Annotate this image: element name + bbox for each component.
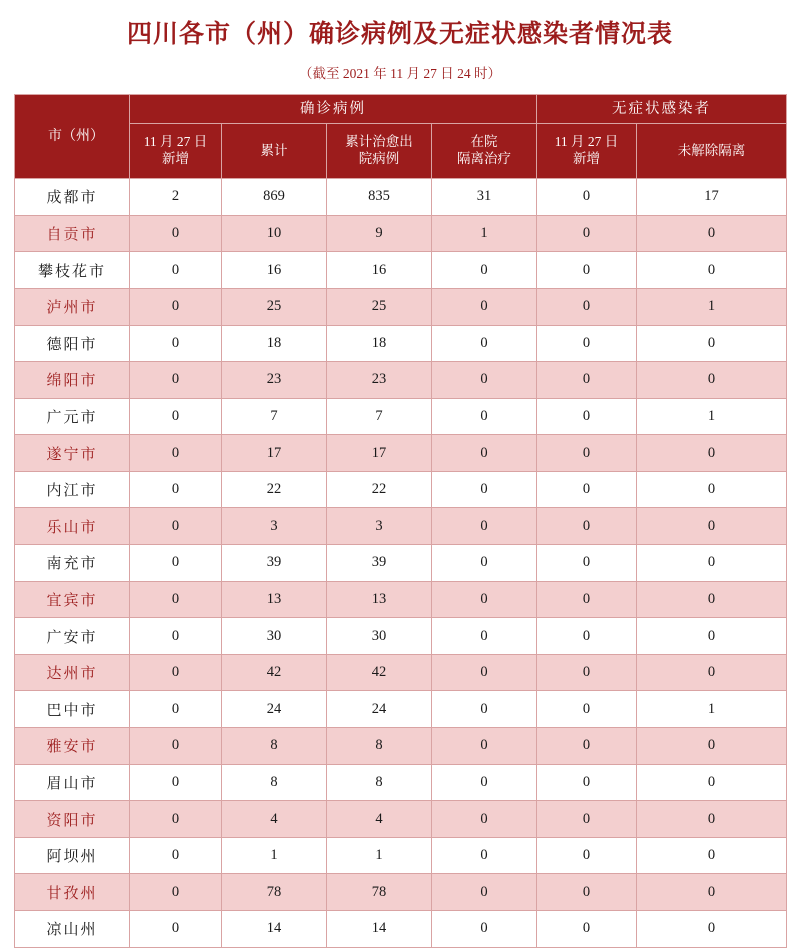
cell-confirmed-inhospital: 0 [432,618,537,655]
cell-confirmed-inhospital: 0 [432,435,537,472]
table-row [15,398,787,435]
subheader-confirmed-cured-line1: 累计治愈出 [345,134,413,150]
table-row [15,435,787,472]
cell-confirmed-new: 0 [130,837,222,874]
cell-confirmed-cured: 835 [327,179,432,216]
cell-asymptomatic-new: 0 [537,837,637,874]
table-row [15,179,787,216]
subheader-confirmed-cured [327,124,432,179]
table-row [15,545,787,582]
cell-confirmed-new: 0 [130,801,222,838]
subheader-confirmed-total [222,124,327,179]
cell-confirmed-new: 0 [130,508,222,545]
cell-confirmed-cured: 18 [327,325,432,362]
table-row [15,215,787,252]
cell-confirmed-inhospital: 0 [432,874,537,911]
subheader-confirmed-inhospital-line1: 在院 [470,134,498,150]
table-body [15,179,787,947]
cell-confirmed-total: 17 [222,435,327,472]
cell-confirmed-inhospital: 0 [432,362,537,399]
cell-confirmed-total: 8 [222,728,327,765]
cell-city: 遂宁市 [15,435,130,472]
cell-confirmed-inhospital: 31 [432,179,537,216]
cell-confirmed-inhospital: 0 [432,508,537,545]
table-row [15,728,787,765]
cell-confirmed-inhospital: 0 [432,654,537,691]
cell-confirmed-cured: 14 [327,911,432,948]
cell-confirmed-cured: 78 [327,874,432,911]
cell-confirmed-inhospital: 0 [432,398,537,435]
cell-confirmed-cured: 8 [327,764,432,801]
cell-city: 成都市 [15,179,130,216]
cell-confirmed-total: 23 [222,362,327,399]
cell-confirmed-total: 22 [222,471,327,508]
table-row [15,837,787,874]
cell-confirmed-inhospital: 0 [432,288,537,325]
table-header-group-row [15,95,787,124]
cell-confirmed-total: 13 [222,581,327,618]
cell-confirmed-total: 30 [222,618,327,655]
cell-confirmed-inhospital: 0 [432,837,537,874]
cell-asymptomatic-new: 0 [537,545,637,582]
table-row [15,764,787,801]
table-row [15,654,787,691]
subheader-asymptomatic-new [537,124,637,179]
cell-city: 德阳市 [15,325,130,362]
table-row [15,581,787,618]
table-corner-header: 市（州） [15,95,130,179]
page-title: 四川各市（州）确诊病例及无症状感染者情况表 [126,21,673,48]
cell-confirmed-inhospital: 0 [432,471,537,508]
table-row [15,288,787,325]
cell-confirmed-inhospital: 0 [432,691,537,728]
cell-confirmed-total: 78 [222,874,327,911]
cell-asymptomatic-isolated: 0 [637,618,787,655]
cell-confirmed-cured: 22 [327,471,432,508]
cell-asymptomatic-new: 0 [537,288,637,325]
cell-confirmed-total: 1 [222,837,327,874]
cell-confirmed-new: 0 [130,764,222,801]
subheader-confirmed-new-line2: 新增 [162,151,189,167]
cell-confirmed-total: 14 [222,911,327,948]
cell-confirmed-total: 7 [222,398,327,435]
table-row [15,325,787,362]
group-header-confirmed: 确诊病例 [130,95,537,124]
cell-asymptomatic-isolated: 0 [637,362,787,399]
table-row [15,691,787,728]
cell-city: 凉山州 [15,911,130,948]
cell-confirmed-new: 0 [130,545,222,582]
cell-confirmed-cured: 7 [327,398,432,435]
cell-confirmed-inhospital: 0 [432,764,537,801]
cell-city: 宜宾市 [15,581,130,618]
group-header-asymptomatic: 无症状感染者 [537,95,787,124]
cell-asymptomatic-isolated: 1 [637,691,787,728]
table-row [15,471,787,508]
table-row [15,801,787,838]
cell-confirmed-total: 4 [222,801,327,838]
cell-city: 眉山市 [15,764,130,801]
cell-asymptomatic-isolated: 1 [637,288,787,325]
subheader-confirmed-cured-line2: 院病例 [358,151,400,167]
cell-confirmed-inhospital: 0 [432,581,537,618]
cell-asymptomatic-new: 0 [537,471,637,508]
cell-asymptomatic-isolated: 0 [637,654,787,691]
subheader-asymptomatic-isolated [637,124,787,179]
cell-confirmed-cured: 3 [327,508,432,545]
cell-confirmed-cured: 39 [327,545,432,582]
cell-confirmed-total: 10 [222,215,327,252]
cell-confirmed-total: 8 [222,764,327,801]
cell-confirmed-new: 0 [130,252,222,289]
cell-confirmed-cured: 13 [327,581,432,618]
table-row [15,618,787,655]
subheader-confirmed-new [130,124,222,179]
cell-asymptomatic-new: 0 [537,911,637,948]
cases-table [14,94,787,948]
cell-asymptomatic-new: 0 [537,252,637,289]
cell-asymptomatic-new: 0 [537,801,637,838]
subheader-asymptomatic-new-line2: 新增 [573,151,600,167]
cell-asymptomatic-isolated: 0 [637,471,787,508]
cell-confirmed-new: 0 [130,911,222,948]
cell-confirmed-total: 18 [222,325,327,362]
cell-city: 广元市 [15,398,130,435]
cell-confirmed-cured: 1 [327,837,432,874]
cell-asymptomatic-new: 0 [537,691,637,728]
cell-confirmed-new: 0 [130,215,222,252]
table-row [15,911,787,948]
cell-city: 达州市 [15,654,130,691]
cell-confirmed-total: 16 [222,252,327,289]
cell-asymptomatic-isolated: 0 [637,435,787,472]
subheader-confirmed-new-line1: 11 月 27 日 [143,134,208,150]
cell-confirmed-inhospital: 0 [432,911,537,948]
cell-confirmed-new: 0 [130,874,222,911]
cell-asymptomatic-isolated: 0 [637,911,787,948]
subheader-confirmed-inhospital [432,124,537,179]
document-page [0,14,800,948]
cell-confirmed-cured: 25 [327,288,432,325]
cell-asymptomatic-isolated: 0 [637,581,787,618]
cell-confirmed-new: 0 [130,325,222,362]
cell-confirmed-cured: 4 [327,801,432,838]
cell-confirmed-inhospital: 1 [432,215,537,252]
cell-city: 乐山市 [15,508,130,545]
table-row [15,252,787,289]
cell-asymptomatic-new: 0 [537,398,637,435]
cell-asymptomatic-isolated: 0 [637,764,787,801]
table-row [15,362,787,399]
cell-confirmed-total: 869 [222,179,327,216]
cell-confirmed-inhospital: 0 [432,325,537,362]
cell-confirmed-cured: 24 [327,691,432,728]
cell-asymptomatic-isolated: 0 [637,545,787,582]
cell-confirmed-total: 25 [222,288,327,325]
cell-city: 内江市 [15,471,130,508]
cell-confirmed-new: 2 [130,179,222,216]
cell-asymptomatic-isolated: 17 [637,179,787,216]
cell-confirmed-new: 0 [130,435,222,472]
subheader-confirmed-total-line1: 累计 [260,142,288,158]
cell-confirmed-cured: 16 [327,252,432,289]
cell-city: 南充市 [15,545,130,582]
table-row [15,508,787,545]
cell-city: 泸州市 [15,288,130,325]
cell-city: 资阳市 [15,801,130,838]
cell-city: 巴中市 [15,691,130,728]
cell-asymptomatic-new: 0 [537,215,637,252]
cell-confirmed-cured: 9 [327,215,432,252]
subheader-asymptomatic-new-line1: 11 月 27 日 [554,134,619,150]
cell-asymptomatic-isolated: 0 [637,728,787,765]
cell-asymptomatic-isolated: 0 [637,837,787,874]
cell-city: 攀枝花市 [15,252,130,289]
cell-confirmed-cured: 23 [327,362,432,399]
table-header [15,95,787,179]
cell-asymptomatic-new: 0 [537,179,637,216]
cell-confirmed-total: 42 [222,654,327,691]
cell-confirmed-total: 3 [222,508,327,545]
cell-confirmed-new: 0 [130,398,222,435]
cell-asymptomatic-new: 0 [537,764,637,801]
cell-asymptomatic-new: 0 [537,508,637,545]
cell-asymptomatic-isolated: 0 [637,215,787,252]
table-row [15,874,787,911]
page-subtitle: （截至 2021 年 11 月 27 日 24 时） [299,66,501,81]
cell-confirmed-cured: 30 [327,618,432,655]
cell-asymptomatic-new: 0 [537,435,637,472]
cell-confirmed-new: 0 [130,362,222,399]
cell-city: 甘孜州 [15,874,130,911]
cell-asymptomatic-new: 0 [537,654,637,691]
cell-city: 阿坝州 [15,837,130,874]
cell-confirmed-inhospital: 0 [432,545,537,582]
cell-asymptomatic-isolated: 1 [637,398,787,435]
cell-asymptomatic-isolated: 0 [637,325,787,362]
subheader-confirmed-inhospital-line2: 隔离治疗 [457,151,511,167]
cell-asymptomatic-new: 0 [537,728,637,765]
cell-confirmed-cured: 42 [327,654,432,691]
cell-confirmed-inhospital: 0 [432,728,537,765]
cell-asymptomatic-new: 0 [537,618,637,655]
cell-confirmed-new: 0 [130,728,222,765]
cell-confirmed-inhospital: 0 [432,801,537,838]
cell-confirmed-new: 0 [130,581,222,618]
cell-city: 自贡市 [15,215,130,252]
cell-city: 雅安市 [15,728,130,765]
cell-confirmed-new: 0 [130,691,222,728]
cell-confirmed-new: 0 [130,618,222,655]
cell-confirmed-new: 0 [130,471,222,508]
cell-confirmed-new: 0 [130,654,222,691]
cell-asymptomatic-new: 0 [537,874,637,911]
cell-asymptomatic-new: 0 [537,325,637,362]
table-header-sub-row [15,124,787,179]
cell-confirmed-total: 24 [222,691,327,728]
cell-asymptomatic-isolated: 0 [637,252,787,289]
cell-asymptomatic-isolated: 0 [637,874,787,911]
cell-confirmed-inhospital: 0 [432,252,537,289]
cell-asymptomatic-new: 0 [537,362,637,399]
cell-asymptomatic-isolated: 0 [637,508,787,545]
subheader-asymptomatic-isolated-line1: 未解除隔离 [677,142,746,158]
cell-asymptomatic-new: 0 [537,581,637,618]
cell-city: 广安市 [15,618,130,655]
cell-confirmed-cured: 8 [327,728,432,765]
cell-confirmed-total: 39 [222,545,327,582]
cell-confirmed-new: 0 [130,288,222,325]
cell-city: 绵阳市 [15,362,130,399]
cell-asymptomatic-isolated: 0 [637,801,787,838]
cell-confirmed-cured: 17 [327,435,432,472]
